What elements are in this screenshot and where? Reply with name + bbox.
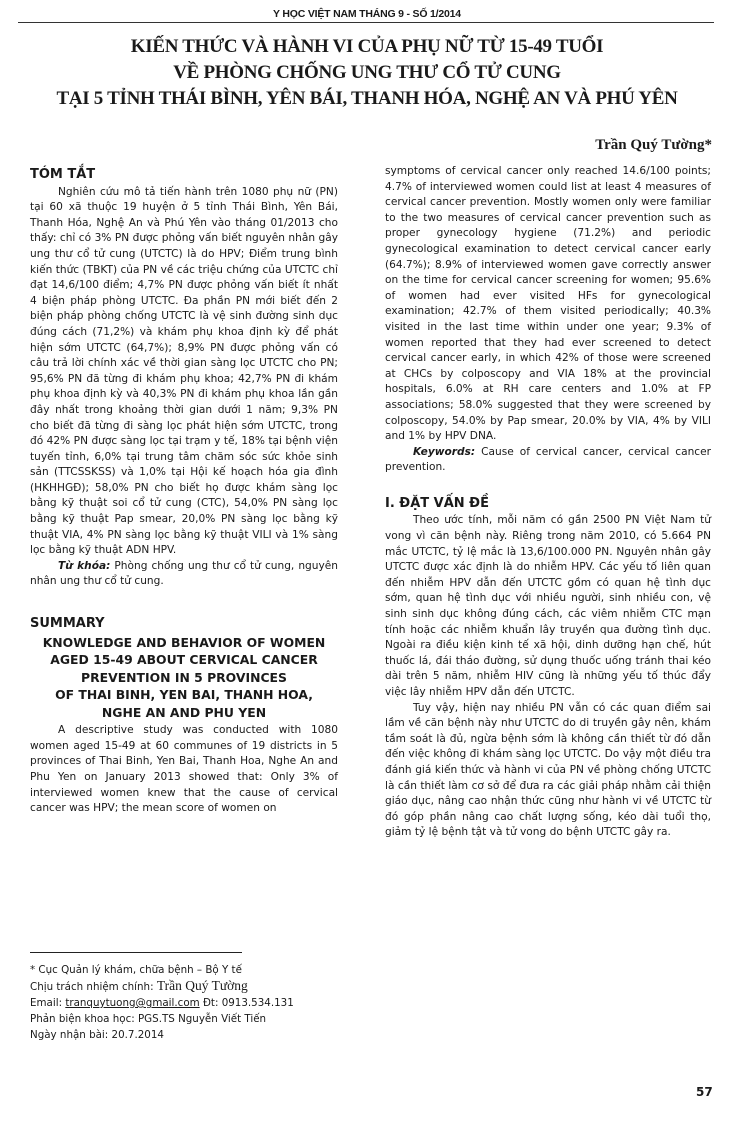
responsible-label: Chịu trách nhiệm chính: bbox=[30, 981, 157, 993]
reviewer: Phản biện khoa học: PGS.TS Nguyễn Viết Tiến bbox=[30, 1013, 267, 1025]
phone: Đt: 0913.534.131 bbox=[199, 997, 294, 1009]
summary-heading: SUMMARY bbox=[30, 616, 105, 632]
keywords-label: Từ khóa: bbox=[58, 559, 111, 572]
keywords-label-en: Keywords: bbox=[413, 445, 476, 458]
section-1-paragraph: Theo ước tính, mỗi năm có gần 2500 PN Việt Nam tử vong vì căn bệnh này. Riêng trong năm 2010, có 5.664 PN mắc UTCTC, tỷ lệ mắc là 13,6/100.000 PN. Nguyên nhân gây UTCTC được xác định là do nhiễm HPV. Các yếu tố liên quan đến nhiễm HPV dẫn đến UTCTC gồm có quan hệ tình dục sớm, quan hệ tình dục với nhiều người, sinh nhiều con, vệ sinh sinh dục không đúng cách, các viêm nhiễm CTC mạn tính hoặc các nhiễm khuẩn lây truyền qua đường tình dục. Ngoài ra điều kiện kinh tế xã hội, dinh dưỡng hạn chế, hút thuốc lá, đái tháo đường, sử dụng thuốc uống tránh thai kéo dài trên 5 năm, nhiễm HIV cũng là những yếu tố thúc đẩy việc lây nhiễm HPV dẫn đến UTCTC. bbox=[385, 514, 711, 698]
email-label: Email: bbox=[30, 997, 66, 1009]
corresponding-author bbox=[30, 978, 350, 995]
title-line: KIẾN THỨC VÀ HÀNH VI CỦA PHỤ NỮ TỪ 15-49 TUỔI bbox=[130, 36, 604, 57]
responsible-name: Trần Quý Tường bbox=[156, 978, 248, 993]
summary-title-line: PREVENTION IN 5 PROVINCES bbox=[81, 669, 287, 685]
footnotes bbox=[30, 962, 350, 1043]
keywords-text-en: Cause of cervical cancer, cervical cancer prevention. bbox=[385, 445, 711, 474]
footnote-rule bbox=[30, 952, 242, 953]
contact-line bbox=[30, 995, 350, 1011]
affiliation: * Cục Quản lý khám, chữa bệnh – Bộ Y tế bbox=[30, 964, 242, 976]
abstract-vi-keywords bbox=[30, 559, 338, 590]
keywords-text: Phòng chống ung thư cổ tử cung, nguyên nhân ung thư cổ tử cung. bbox=[30, 559, 338, 588]
author-name: Trần Quý Tường* bbox=[595, 137, 712, 153]
summary-title-line: KNOWLEDGE AND BEHAVIOR OF WOMEN bbox=[42, 634, 326, 650]
section-1-paragraph: Tuy vậy, hiện nay nhiều PN vẫn có các quan điểm sai lầm về căn bệnh này như UTCTC do di truyền gây nên, khám tầm soát là đủ, ngừa bệnh sớm là không cần thiết từ đó dẫn đến việc không đi khám sàng lọc UTCTC. Do vậy một điều tra đánh giá kiến thức và hành vi của PN về phòng chống UTCTC là cần thiết làm cơ sở để đưa ra các giải pháp nhằm cải thiện giáo dục, nâng cao nhận thức cũng như hành vi về UTCTC từ đó góp phần nâng cao chất lượng sống, kéo dài tuổi thọ, giảm tỷ lệ bệnh tật và tử vong do bệnh UTCTC gây ra. bbox=[385, 701, 711, 839]
summary-title-line: AGED 15-49 ABOUT CERVICAL CANCER bbox=[50, 652, 318, 668]
summary-title bbox=[30, 634, 338, 722]
title-line: VỀ PHÒNG CHỐNG UNG THƯ CỔ TỬ CUNG bbox=[173, 62, 561, 83]
abstract-vi-body: Nghiên cứu mô tả tiến hành trên 1080 phụ nữ (PN) tại 60 xã thuộc 19 huyện ở 5 tỉnh Thái Bình, Yên Bái, Thanh Hóa, Nghệ An và Phú Yên vào tháng 01/2013 cho thấy: chỉ có 3% PN được phỏng vấn biết nguyên nhân gây ung thư cổ tử cung (UTCTC) là do HPV; Điểm trung bình kiến thức (TBKT) của PN về các triệu chứng của UTCTC chỉ đạt 14,6/100 điểm; 4,7% PN được phỏng vấn biết ít nhất 4 biện pháp phòng UTCTC. Đa phần PN mới biết đến 2 biện pháp phòng chống UTCTC là vệ sinh đường sinh dục đúng cách (71,2%) và khám phụ khoa định kỳ để phát hiện sớm UTCTC (64,7%); 8,9% PN được phỏng vấn có câu trả lời chính xác về thời gian sàng lọc UTCTC cho PN; 95,6% PN đã từng đi khám phụ khoa; 42,7% PN đi khám phụ khoa định kỳ và 40,3% PN đi khám phụ khoa lần gần đây nhất trong khoảng thời gian dưới 1 năm; 9,3% PN cho biết đã từng đi sàng lọc phát hiện sớm UTCTC, trong đó 42% PN được sàng lọc tại trạm y tế, 18% tại bệnh viện tuyến tỉnh, 6,0% tại trung tâm chăm sóc sức khỏe sinh sản (TTCSSKSS) và 1,0% tại Hội kế hoạch hóa gia đình (HKHHGĐ); 58,0% PN cho biết họ được khám sàng lọc bằng kỹ thuật soi cổ tử cung (CTC), 54,0% PN sàng lọc bằng kỹ thuật Pap smear, 20,0% PN sàng lọc bằng kỹ thuật VIA, 4% PN sàng lọc bằng kỹ thuật VILI và 1% sàng lọc bằng kỹ thuật ADN HPV. bbox=[30, 185, 338, 557]
left-column bbox=[30, 167, 338, 817]
page-number: 57 bbox=[696, 1085, 713, 1099]
email-link[interactable]: tranquytuong@gmail.com bbox=[65, 997, 200, 1009]
received-date: Ngày nhận bài: 20.7.2014 bbox=[30, 1029, 164, 1041]
right-column bbox=[385, 164, 711, 841]
summary-body-right: symptoms of cervical cancer only reached 14.6/100 points; 4.7% of interviewed women could list at least 4 measures of cervical cancer prevention. Mostly women only were familiar to the two measures of cervical cancer prevention such as proper gynecology hygiene (71.2%) and periodic gynecological examination to detect cervical cancer early (64.7%); 8.9% of interviewed women gave correctly answer on the time for cervical cancer screening for women; 95.6% of women had ever visited HFs for gynecological examination; 42.7% of them visited periodically; 40.3% visited in the last time within under one year; 9.3% of women reported that they had ever screened to detect cervical cancer early, in which 42% of those were screened at CHCs by colposcopy and VIA 18% at the provincial hospitals, 6.0% at RH care centers and 1.0% at FP associations; 58.0% suggested that they were screened by colposcopy, 54.0% by Pap smear, 20.0% by VIA, 4% by VILI and 1% by HPV DNA. bbox=[385, 165, 711, 443]
article-title bbox=[0, 34, 734, 112]
title-line: TẠI 5 TỈNH THÁI BÌNH, YÊN BÁI, THANH HÓA, NGHỆ AN VÀ PHÚ YÊN bbox=[56, 88, 678, 109]
summary-title-line: OF THAI BINH, YEN BAI, THANH HOA, bbox=[55, 687, 313, 703]
header-rule bbox=[18, 22, 714, 23]
section-1-heading: I. ĐẶT VẤN ĐỀ bbox=[385, 495, 489, 511]
summary-body-left: A descriptive study was conducted with 1080 women aged 15-49 at 60 communes of 19 districts in 5 provinces of Thai Binh, Yen Bai, Thanh Hoa, Nghe An and Phu Yen on January 2013 showed that: Only 3% of interviewed women knew that the cause of cervical cancer was HPV; the mean score of women on bbox=[30, 724, 338, 815]
summary-title-line: NGHE AN AND PHU YEN bbox=[101, 704, 267, 720]
abstract-vi-heading: TÓM TẮT bbox=[30, 167, 96, 182]
summary-keywords bbox=[385, 445, 711, 476]
running-head: Y HỌC VIỆT NAM THÁNG 9 - SỐ 1/2014 bbox=[273, 8, 461, 20]
